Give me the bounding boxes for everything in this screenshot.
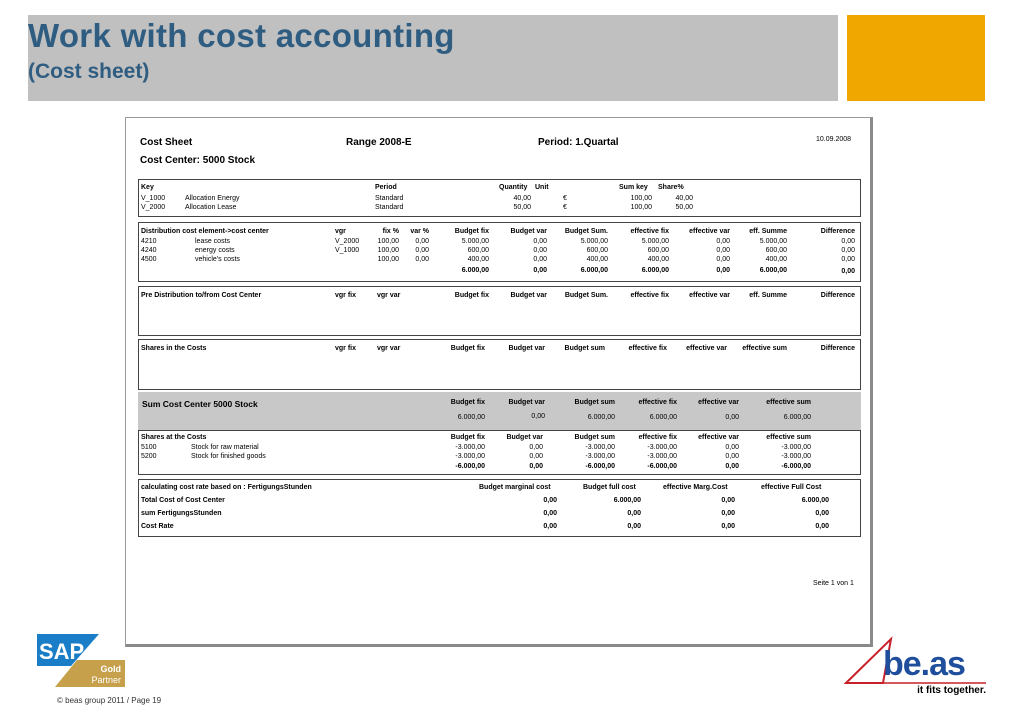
col-header: Share% (658, 184, 684, 191)
table-cell: 0,00 (543, 497, 557, 504)
beas-logo-graphic (843, 633, 988, 695)
row-label: Total Cost of Cost Center (141, 497, 225, 504)
sum-value: 0,00 (531, 413, 545, 420)
total-cell: 0,00 (533, 267, 547, 274)
slide-subtitle: (Cost sheet) (28, 60, 150, 83)
col-header: effective Marg.Cost (663, 484, 728, 491)
table-cell: 5.000,00 (641, 238, 669, 245)
table-cell: -3.000,00 (647, 444, 677, 451)
sum-value: 6.000,00 (457, 414, 485, 421)
table-cell: 100,00 (630, 204, 652, 211)
report-date: 10.09.2008 (816, 136, 852, 143)
col-header: fix % (382, 228, 399, 235)
table-cell: 0,00 (841, 256, 855, 263)
col-header: vgr fix (335, 345, 357, 352)
col-header: Budget var (508, 345, 545, 352)
table-cell: 400,00 (647, 256, 669, 263)
table-cell: 0,00 (716, 238, 730, 245)
col-header: Budget var (508, 399, 545, 406)
total-cell: 0,00 (841, 268, 855, 275)
table-cell: V_2000 (335, 238, 360, 245)
col-header: vgr var (377, 345, 401, 352)
total-cell: 6.000,00 (461, 267, 489, 274)
table-cell: 400,00 (765, 256, 787, 263)
col-header: Budget fix (454, 228, 489, 235)
table-cell: 600,00 (586, 247, 608, 254)
sap-logo-graphic (37, 634, 125, 687)
col-header: Sum key (619, 184, 648, 191)
sap-partner-text: Partner (91, 675, 121, 685)
table-cell: -3.000,00 (585, 453, 615, 460)
total-cell: 0,00 (716, 267, 730, 274)
table-cell: 0,00 (533, 247, 547, 254)
col-header: Budget Sum. (564, 292, 608, 299)
cost-rate-table (138, 479, 861, 537)
table-cell: 50,00 (513, 204, 531, 211)
table-cell: 0,00 (716, 256, 730, 263)
col-header: Shares in the Costs (141, 345, 207, 352)
row-label: Cost Rate (141, 523, 174, 530)
keys-table (138, 179, 861, 217)
col-header: effective var (698, 434, 739, 441)
col-header: calculating cost rate based on : FertigungsStunden (141, 484, 312, 491)
table-cell: V_2000 (141, 204, 166, 211)
table-cell: 100,00 (377, 247, 399, 254)
report-range: Range 2008-E (346, 137, 412, 148)
table-cell: Standard (375, 204, 404, 211)
col-header: Difference (820, 292, 855, 299)
footer-copyright: © beas group 2011 / Page 19 (57, 696, 162, 705)
sap-gold-partner-logo (37, 634, 125, 687)
col-header: vgr fix (335, 292, 357, 299)
col-header: Pre Distribution to/from Cost Center (141, 292, 262, 299)
total-cell: -6.000,00 (781, 463, 811, 470)
col-header: Budget sum (564, 345, 605, 352)
total-cell: 6.000,00 (580, 267, 608, 274)
col-header: var % (410, 228, 429, 235)
col-header: effective fix (638, 399, 677, 406)
table-cell: 5200 (141, 453, 157, 460)
table-cell: -3.000,00 (455, 453, 485, 460)
col-header: Budget fix (454, 292, 489, 299)
table-cell: 600,00 (765, 247, 787, 254)
table-cell: V_1000 (141, 195, 166, 202)
table-cell: 0,00 (529, 453, 543, 460)
beas-brand-text: be.as (883, 645, 965, 683)
page-number: Seite 1 von 1 (813, 580, 854, 587)
table-cell: 0,00 (627, 523, 641, 530)
col-header: effective Full Cost (761, 484, 822, 491)
table-cell: V_1000 (335, 247, 360, 254)
table-cell: energy costs (195, 247, 235, 254)
table-cell: 600,00 (467, 247, 489, 254)
table-cell: 5.000,00 (759, 238, 787, 245)
shares-in-costs-table (138, 339, 861, 390)
col-header: Difference (820, 345, 855, 352)
sum-value: 6.000,00 (649, 414, 677, 421)
table-cell: -3.000,00 (585, 444, 615, 451)
total-cell: -6.000,00 (455, 463, 485, 470)
table-cell: 40,00 (675, 195, 693, 202)
col-header: Budget Sum. (564, 228, 608, 235)
table-cell: 5100 (141, 444, 157, 451)
col-header: effective var (689, 228, 730, 235)
table-cell: 0,00 (533, 238, 547, 245)
table-cell: 40,00 (513, 195, 531, 202)
table-cell: -3.000,00 (781, 453, 811, 460)
cost-sheet-report (125, 117, 873, 647)
table-cell: 4210 (141, 238, 157, 245)
col-header: Budget fix (450, 345, 485, 352)
sap-gold-text: Gold (100, 664, 121, 674)
distribution-table (138, 222, 861, 282)
table-cell: 400,00 (586, 256, 608, 263)
total-cell: -6.000,00 (585, 463, 615, 470)
col-header: Key (141, 184, 154, 191)
table-cell: 0,00 (415, 256, 429, 263)
table-cell: 0,00 (716, 247, 730, 254)
table-cell: 0,00 (529, 444, 543, 451)
table-cell: -3.000,00 (455, 444, 485, 451)
sum-value: 6.000,00 (783, 414, 811, 421)
table-cell: 0,00 (627, 510, 641, 517)
col-header: Budget sum (574, 434, 615, 441)
col-header: vgr (335, 228, 346, 235)
table-cell: 0,00 (721, 510, 735, 517)
table-cell: € (563, 195, 567, 202)
table-cell: 50,00 (675, 204, 693, 211)
table-cell: 5.000,00 (461, 238, 489, 245)
col-header: effective fix (628, 345, 667, 352)
table-cell: 600,00 (647, 247, 669, 254)
col-header: Budget sum (574, 399, 615, 406)
table-cell: 0,00 (841, 238, 855, 245)
table-cell: € (563, 204, 567, 211)
col-header: Budget var (510, 228, 547, 235)
col-header: eff. Summe (749, 292, 787, 299)
sum-cost-center-band (138, 392, 861, 430)
table-cell: Stock for finished goods (191, 453, 266, 460)
table-cell: 6.000,00 (613, 497, 641, 504)
slide-title: Work with cost accounting (28, 17, 455, 54)
sum-value: 0,00 (725, 414, 739, 421)
table-cell: Allocation Energy (185, 195, 240, 202)
table-cell: 0,00 (841, 247, 855, 254)
col-header: effective var (689, 292, 730, 299)
report-title: Cost Sheet (140, 137, 193, 148)
col-header: Difference (820, 228, 855, 235)
table-cell: lease costs (195, 238, 231, 245)
table-cell: 0,00 (415, 238, 429, 245)
col-header: effective fix (630, 228, 669, 235)
table-cell: 100,00 (630, 195, 652, 202)
table-cell: 0,00 (721, 523, 735, 530)
col-header: Quantity (499, 184, 528, 191)
table-cell: 6.000,00 (801, 497, 829, 504)
col-header: effective fix (630, 292, 669, 299)
beas-tagline: it fits together. (917, 685, 986, 695)
col-header: effective fix (638, 434, 677, 441)
table-cell: 4500 (141, 256, 157, 263)
table-cell: 400,00 (467, 256, 489, 263)
col-header: Budget var (506, 434, 543, 441)
report-period: Period: 1.Quartal (538, 137, 619, 148)
total-cell: 0,00 (529, 463, 543, 470)
total-cell: 0,00 (725, 463, 739, 470)
sap-brand-text: SAP (39, 639, 85, 664)
table-cell: 5.000,00 (580, 238, 608, 245)
table-cell: 100,00 (377, 238, 399, 245)
total-cell: 6.000,00 (641, 267, 669, 274)
col-header: Budget full cost (583, 484, 636, 491)
table-cell: 0,00 (725, 444, 739, 451)
table-cell: Allocation Lease (185, 204, 237, 211)
col-header: Period (375, 184, 397, 191)
col-header: effective sum (766, 399, 811, 406)
table-cell: 0,00 (721, 497, 735, 504)
table-cell: 0,00 (725, 453, 739, 460)
table-cell: Stock for raw material (191, 444, 259, 451)
table-cell: 0,00 (543, 510, 557, 517)
col-header: Unit (535, 184, 549, 191)
table-cell: 0,00 (415, 247, 429, 254)
table-cell: 0,00 (815, 510, 829, 517)
col-header: Budget marginal cost (479, 484, 551, 491)
table-cell: 0,00 (543, 523, 557, 530)
table-cell: Standard (375, 195, 404, 202)
col-header: Budget var (510, 292, 547, 299)
col-header: Budget fix (450, 399, 485, 406)
col-header: effective sum (742, 345, 787, 352)
sum-label: Sum Cost Center 5000 Stock (142, 399, 258, 409)
cost-center-label: Cost Center: 5000 Stock (140, 155, 256, 166)
col-header: eff. Summe (749, 228, 787, 235)
col-header: Distribution cost element->cost center (141, 228, 269, 235)
shares-at-costs-table (138, 430, 861, 475)
col-header: Budget fix (450, 434, 485, 441)
predistribution-table (138, 286, 861, 336)
col-header: Shares at the Costs (141, 434, 207, 441)
col-header: effective var (686, 345, 727, 352)
total-cell: -6.000,00 (647, 463, 677, 470)
total-cell: 6.000,00 (759, 267, 787, 274)
table-cell: -3.000,00 (647, 453, 677, 460)
table-cell: 0,00 (815, 523, 829, 530)
header-accent-block (847, 15, 985, 101)
col-header: effective var (698, 399, 739, 406)
table-cell: vehicle's costs (195, 256, 240, 263)
col-header: vgr var (377, 292, 401, 299)
beas-logo (843, 633, 988, 695)
table-cell: 0,00 (533, 256, 547, 263)
col-header: effective sum (766, 434, 811, 441)
row-label: sum FertigungsStunden (141, 510, 222, 517)
table-cell: -3.000,00 (781, 444, 811, 451)
sum-value: 6.000,00 (587, 414, 615, 421)
table-cell: 4240 (141, 247, 157, 254)
table-cell: 100,00 (377, 256, 399, 263)
